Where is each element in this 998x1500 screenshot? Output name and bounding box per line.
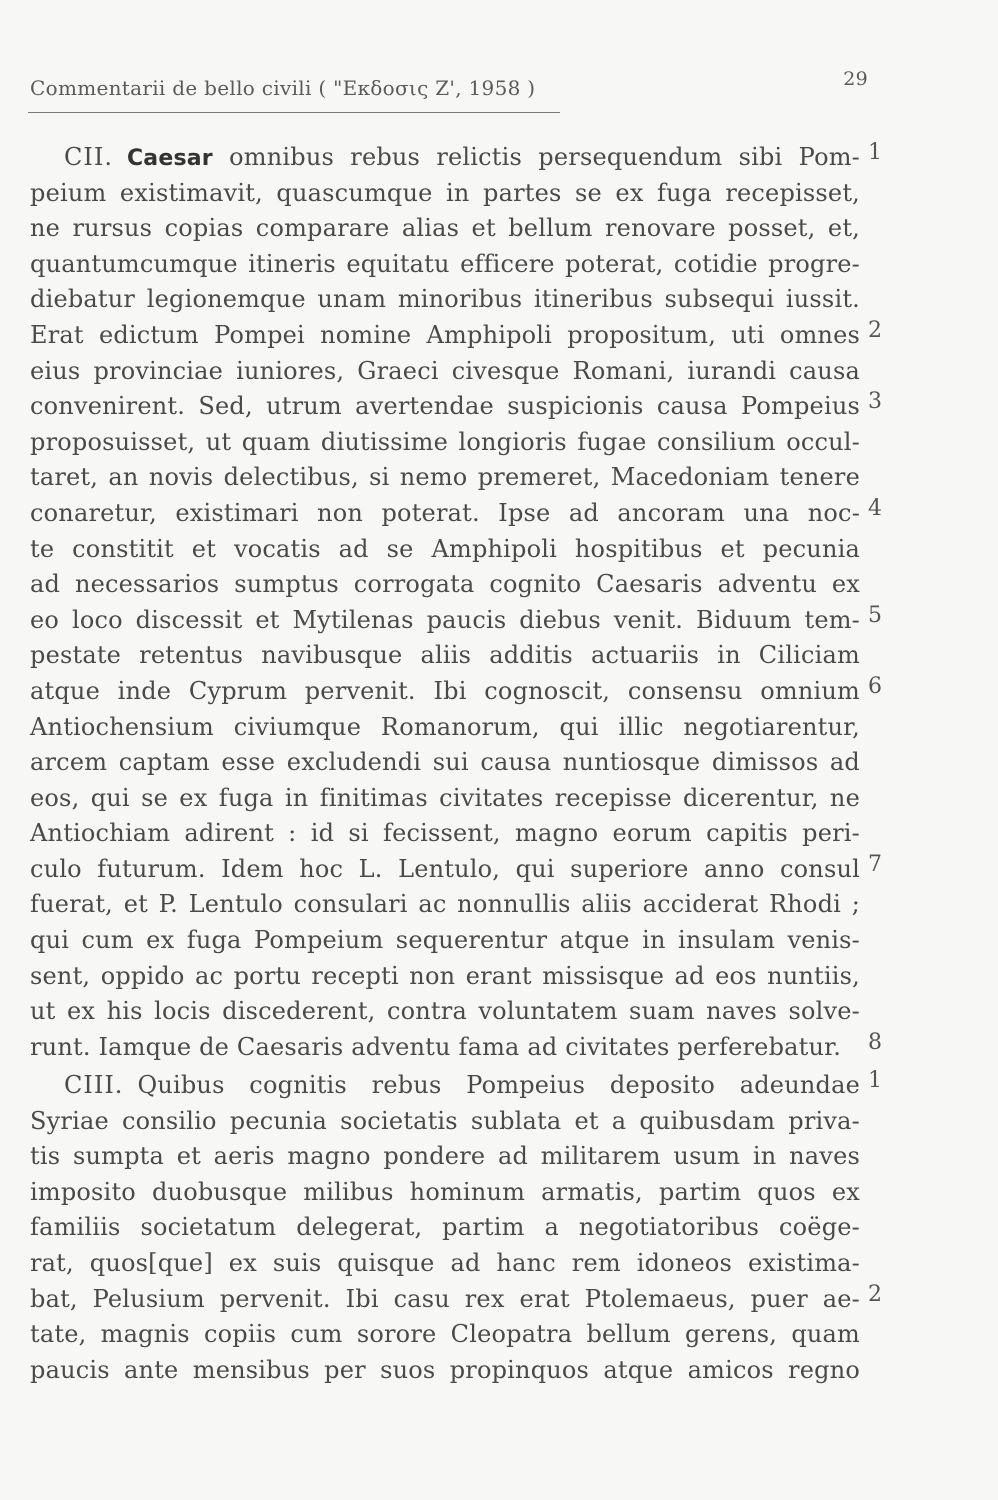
- chapter-line: peium existimavit, quascumque in partes se ex fuga recepisset,: [30, 178, 860, 207]
- chapter-line: eos, qui se ex fuga in finitimas civitates recepisse dicerentur, ne: [30, 783, 860, 812]
- chapter-number: CIII.: [64, 1071, 124, 1099]
- chapter-first-word: Caesar: [126, 146, 213, 171]
- chapter-line: taret, an novis delectibus, si nemo premeret, Macedoniam tenere: [30, 463, 860, 492]
- header-rule: [28, 112, 560, 113]
- chapter-line: CIII. Quibus cognitis rebus Pompeius deposito adeundae: [64, 1071, 860, 1099]
- chapter-line: culo futurum. Idem hoc L. Lentulo, qui superiore anno consul: [30, 854, 860, 883]
- chapter-line: quantumcumque itineris equitatu efficere poterat, cotidie progre-: [30, 249, 860, 278]
- section-number: 8: [868, 1030, 882, 1055]
- chapter-line: Antiochensium civiumque Romanorum, qui illic negotiarentur,: [30, 712, 860, 741]
- chapter-line: CII. Caesar omnibus rebus relictis persequendum sibi Pom-: [64, 143, 860, 171]
- chapter-line: proposuisset, ut quam diutissime longioris fugae consilium occul-: [30, 427, 860, 456]
- chapter-line: te constitit et vocatis ad se Amphipoli hospitibus et pecunia: [30, 534, 860, 563]
- chapter-line: rat, quos[que] ex suis quisque ad hanc rem idoneos existima-: [30, 1248, 860, 1277]
- chapter-line: eius provinciae iuniores, Graeci civesque Romani, iurandi causa: [30, 356, 860, 385]
- section-number: 4: [868, 496, 882, 521]
- chapter-line: Erat edictum Pompei nomine Amphipoli propositum, uti omnes: [30, 320, 860, 349]
- chapter-line: sent, oppido ac portu recepti non erant missisque ad eos nuntiis,: [30, 961, 860, 990]
- section-number: 1: [868, 1068, 882, 1093]
- running-header: [30, 68, 878, 100]
- section-number: 6: [868, 674, 882, 699]
- section-number: 5: [868, 603, 882, 628]
- chapter-cii: [30, 140, 882, 1065]
- section-number: 1: [868, 140, 882, 165]
- chapter-line: arcem captam esse excludendi sui causa nuntiosque dimissos ad: [30, 748, 860, 777]
- chapter-line: bat, Pelusium pervenit. Ibi casu rex erat Ptolemaeus, puer ae-: [30, 1284, 860, 1313]
- chapter-line: fuerat, et P. Lentulo consulari ac nonnullis aliis acciderat Rhodi ;: [30, 890, 860, 919]
- chapter-line: conaretur, existimari non poterat. Ipse ad ancoram una noc-: [30, 498, 860, 527]
- chapter-line: ne rursus copias comparare alias et bellum renovare posset, et,: [30, 214, 860, 243]
- header-title: Commentarii de bello civili ( "Εκδοσις Z', 1958 ): [30, 76, 536, 100]
- chapter-line: diebatur legionemque unam minoribus itineribus subsequi iussit.: [30, 285, 860, 314]
- chapter-ciii: [30, 1068, 882, 1388]
- chapter-line: paucis ante mensibus per suos propinquos atque amicos regno: [30, 1355, 860, 1384]
- section-number: 3: [868, 389, 882, 414]
- chapter-line: qui cum ex fuga Pompeium sequerentur atque in insulam venis-: [30, 926, 860, 955]
- chapter-line: ut ex his locis discederent, contra voluntatem suam naves solve-: [30, 997, 860, 1026]
- page-number: 29: [843, 68, 868, 90]
- section-number: 2: [868, 318, 882, 343]
- chapter-line: familiis societatum delegerat, partim a negotiatoribus coëge-: [30, 1213, 860, 1242]
- chapter-line: Syriae consilio pecunia societatis sublata et a quibusdam priva-: [30, 1106, 860, 1135]
- chapter-line: tate, magnis copiis cum sorore Cleopatra bellum gerens, quam: [30, 1320, 860, 1349]
- section-number: 7: [868, 852, 882, 877]
- chapter-line: ad necessarios sumptus corrogata cognito Caesaris adventu ex: [30, 570, 860, 599]
- chapter-line: runt. Iamque de Caesaris adventu fama ad civitates perferebatur.: [30, 1032, 842, 1061]
- chapter-line: pestate retentus navibusque aliis additis actuariis in Ciliciam: [30, 641, 860, 670]
- chapter-line: convenirent. Sed, utrum avertendae suspicionis causa Pompeius: [30, 392, 860, 421]
- chapter-number: CII.: [64, 143, 113, 171]
- chapter-line: eo loco discessit et Mytilenas paucis diebus venit. Biduum tem-: [30, 605, 860, 634]
- section-number: 2: [868, 1282, 882, 1307]
- chapter-line: Antiochiam adirent : id si fecissent, magno eorum capitis peri-: [30, 819, 860, 848]
- chapter-line: imposito duobusque milibus hominum armatis, partim quos ex: [30, 1177, 860, 1206]
- chapter-line: atque inde Cyprum pervenit. Ibi cognoscit, consensu omnium: [30, 676, 860, 705]
- chapter-line: tis sumpta et aeris magno pondere ad militarem usum in naves: [30, 1142, 860, 1171]
